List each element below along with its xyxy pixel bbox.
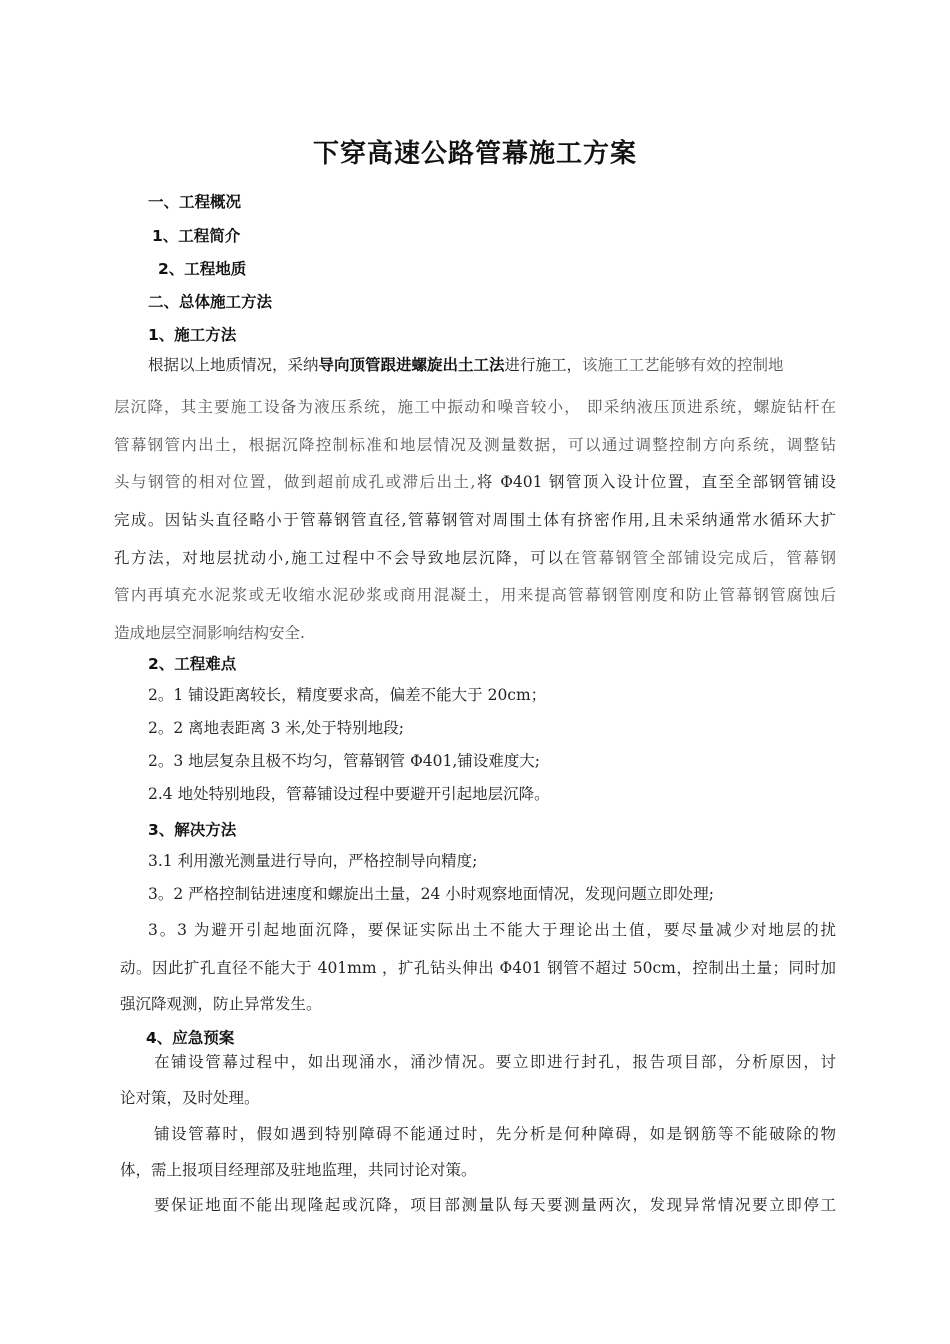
- difficulty-item: 2。3 地层复杂且极不均匀，管幕钢管 Φ401,铺设难度大;: [148, 752, 541, 770]
- emergency-paragraph-2: 铺设管幕时，假如遇到特别障碍不能通过时，先分析是何种障碍，如是钢筋等不能破除的物: [154, 1125, 836, 1143]
- method-line-6: [114, 546, 836, 568]
- method-text: 将 Φ401 钢管顶入设计位置，直至全部钢管铺设: [475, 473, 836, 491]
- solution-item-cont: 强沉降观测，防止异常发生。: [120, 995, 322, 1013]
- solution-item: 3。3 为避开引起地面沉降，要保证实际出土不能大于理论出土值，要尽量减少对地层的扰: [148, 921, 836, 939]
- heading-project-geology: 2、工程地质: [158, 260, 247, 278]
- method-line-1: [148, 356, 784, 375]
- method-emphasis: 导向顶管跟进螺旋出土工法: [318, 356, 505, 374]
- document-title: 下穿高速公路管幕施工方案: [312, 139, 637, 169]
- heading-project-overview: 一、工程概况: [148, 193, 242, 211]
- method-line-7: 管内再填充水泥浆或无收缩水泥砂浆或商用混凝土，用来提高管幕钢管刚度和防止管幕钢管腐蚀后: [114, 586, 836, 604]
- method-text: 进行施工，: [504, 356, 583, 374]
- difficulty-item: 2.4 地处特别地段，管幕铺设过程中要避开引起地层沉降。: [148, 785, 550, 803]
- emergency-paragraph-3: 要保证地面不能出现隆起或沉降，项目部测量队每天要测量两次，发现异常情况要立即停工: [154, 1196, 836, 1214]
- heading-emergency-plan: 4、应急预案: [146, 1029, 235, 1047]
- method-text: 孔方法，对地层扰动小,施工过程中不会导致地层沉降，可以: [114, 549, 565, 567]
- heading-overall-method: 二、总体施工方法: [148, 293, 273, 311]
- method-text: 根据以上地质情况，采纳: [148, 356, 319, 374]
- method-text: 该施工工艺能够有效的控制地: [582, 356, 784, 374]
- method-line-5: 完成。因钻头直径略小于管幕钢管直径,管幕钢管对周围土体有挤密作用,且未采纳通常水循环大扩: [114, 511, 836, 529]
- method-line-3: 管幕钢管内出土，根据沉降控制标准和地层情况及测量数据，可以通过调整控制方向系统，调整钻: [114, 436, 836, 454]
- solution-item: 3。2 严格控制钻进速度和螺旋出土量，24 小时观察地面情况，发现问题立即处理;: [148, 885, 715, 903]
- emergency-paragraph-1-cont: 论对策，及时处理。: [120, 1089, 260, 1107]
- difficulty-item: 2。1 铺设距离较长，精度要求高，偏差不能大于 20cm；: [148, 686, 547, 704]
- method-line-8: 造成地层空洞影响结构安全.: [114, 624, 305, 642]
- heading-construction-method: 1、施工方法: [148, 326, 237, 344]
- emergency-paragraph-1: 在铺设管幕过程中，如出现涌水，涌沙情况。要立即进行封孔，报告项目部，分析原因，讨: [154, 1053, 836, 1071]
- solution-item-cont: 动。因此扩孔直径不能大于 401mm ，扩孔钻头伸出 Φ401 钢管不超过 50cm，控制出土量；同时加: [120, 959, 836, 977]
- method-text: 在管幕钢管全部铺设完成后，管幕钢: [564, 549, 836, 567]
- heading-difficulties: 2、工程难点: [148, 655, 237, 673]
- method-text: 头与钢管的相对位置，做到超前成孔或滞后出土,: [114, 473, 476, 491]
- method-line-2: 层沉降，其主要施工设备为液压系统，施工中振动和噪音较小， 即采纳液压顶进系统，螺旋钻杆在: [114, 398, 836, 416]
- heading-solutions: 3、解决方法: [148, 821, 237, 839]
- emergency-paragraph-2-cont: 体，需上报项目经理部及驻地监理，共同讨论对策。: [120, 1161, 477, 1179]
- heading-project-intro: 1、工程简介: [152, 227, 241, 245]
- difficulty-item: 2。2 离地表距离 3 米,处于特别地段;: [148, 719, 405, 737]
- solution-item: 3.1 利用激光测量进行导向，严格控制导向精度;: [148, 852, 478, 870]
- method-line-4: [114, 470, 836, 492]
